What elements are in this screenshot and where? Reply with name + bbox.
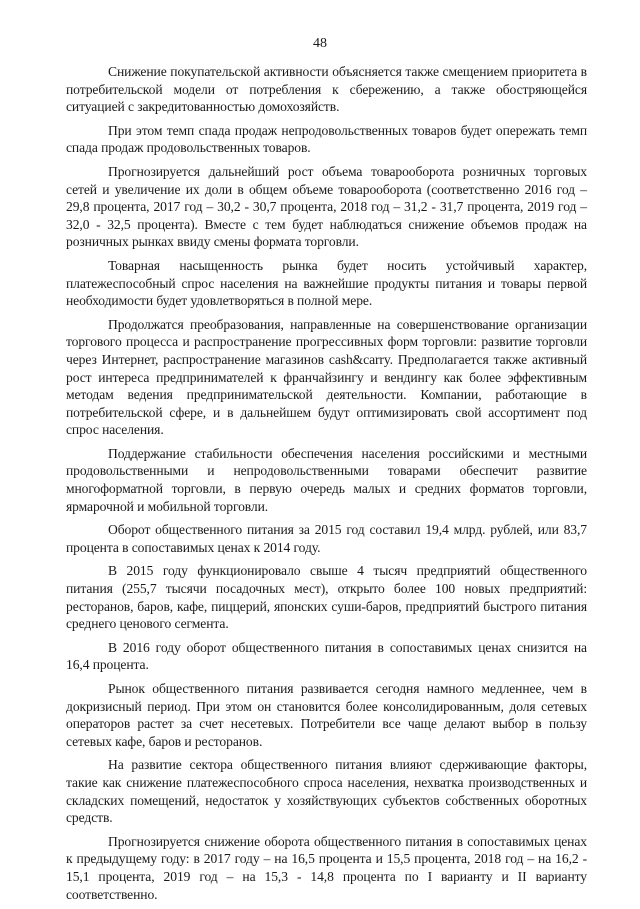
paragraph-catering-forecast: Прогнозируется снижение оборота общественного питания в сопоставимых ценах к предыдущему году: в 2017 году – на 16,5 процента и 15,5 процента, 2018 год – на 16,2 - 15,1 процента, 2019 год – на 15,3 - 14,8 процента по I варианту и II варианту соответственно. [66,833,587,902]
paragraph-restraining-factors: На развитие сектора общественного питания влияют сдерживающие факторы, такие как снижение платежеспособного спроса населения, нехватка производственных и складских помещений, недостаток у хозяйствующих субъектов собственных оборотных средств. [66,757,587,826]
paragraph-purchasing-activity: Снижение покупательской активности объясняется также смещением приоритета в потребительской модели от потребления к сбережению, а также обостряющейся ситуацией с закредитованностью домохозяйств. [66,64,587,115]
paragraph-catering-turnover-2015: Оборот общественного питания за 2015 год составил 19,4 млрд. рублей, или 83,7 процента в сопоставимых ценах к 2014 году. [66,522,587,555]
paragraph-catering-enterprises: В 2015 году функционировало свыше 4 тысяч предприятий общественного питания (255,7 тысячи посадочных мест), открыто более 100 новых предприятий: ресторанов, баров, кафе, пиццерий, японских суши-баров, предприятий быстрого питания среднего ценового сегмента. [66,563,587,632]
paragraph-trade-transformations: Продолжатся преобразования, направленные на совершенствование организации торгового процесса и распространение прогрессивных форм торговли: развитие торговли через Интернет, распространение магазинов cash&carry. Предполагается также активный рост интереса предпринимателей к франчайзингу и вендингу как более эффективным методам ведения предпринимательской деятельности. Компании, работающие в потребительской сфере, и в дальнейшем будут оптимизировать свой ассортимент под спрос населения. [66,316,587,438]
paragraph-catering-2016: В 2016 году оборот общественного питания в сопоставимых ценах снизится на 16,4 процента. [66,639,587,673]
paragraph-supply-stability: Поддержание стабильности обеспечения населения российскими и местными продовольственными и непродовольственными товарами обеспечит развитие многоформатной торговли, в первую очередь малых и средних форматов торговли, ярмарочной и мобильной торговли. [66,445,587,514]
paragraph-sales-decline: При этом темп спада продаж непродовольственных товаров будет опережать темп спада продаж продовольственных товаров. [66,122,587,156]
paragraph-market-saturation: Товарная насыщенность рынка будет носить устойчивый характер, платежеспособный спрос населения на важнейшие продукты питания и товары первой необходимости будет удовлетворяться в полной мере. [66,257,587,309]
paragraph-catering-market: Рынок общественного питания развивается сегодня намного медленнее, чем в докризисный период. При этом он становится более консолидированным, доля сетевых операторов растет за счет несетевых. Потребители все чаще делают выбор в пользу сетевых кафе, баров и ресторанов. [66,681,587,749]
page-number: 48 [313,36,327,51]
document-body [66,63,587,909]
paragraph-retail-chains: Прогнозируется дальнейший рост объема товарооборота розничных торговых сетей и увеличение их доли в общем объеме товарооборота (соответственно 2016 год – 29,8 процента, 2017 год – 30,2 - 30,7 процента, 2018 год – 31,2 - 31,7 процента, 2019 год – 32,0 - 32,5 процента). Вместе с тем будет наблюдаться снижение объемов продаж на розничных рынках ввиду смены формата торговли. [66,163,587,250]
